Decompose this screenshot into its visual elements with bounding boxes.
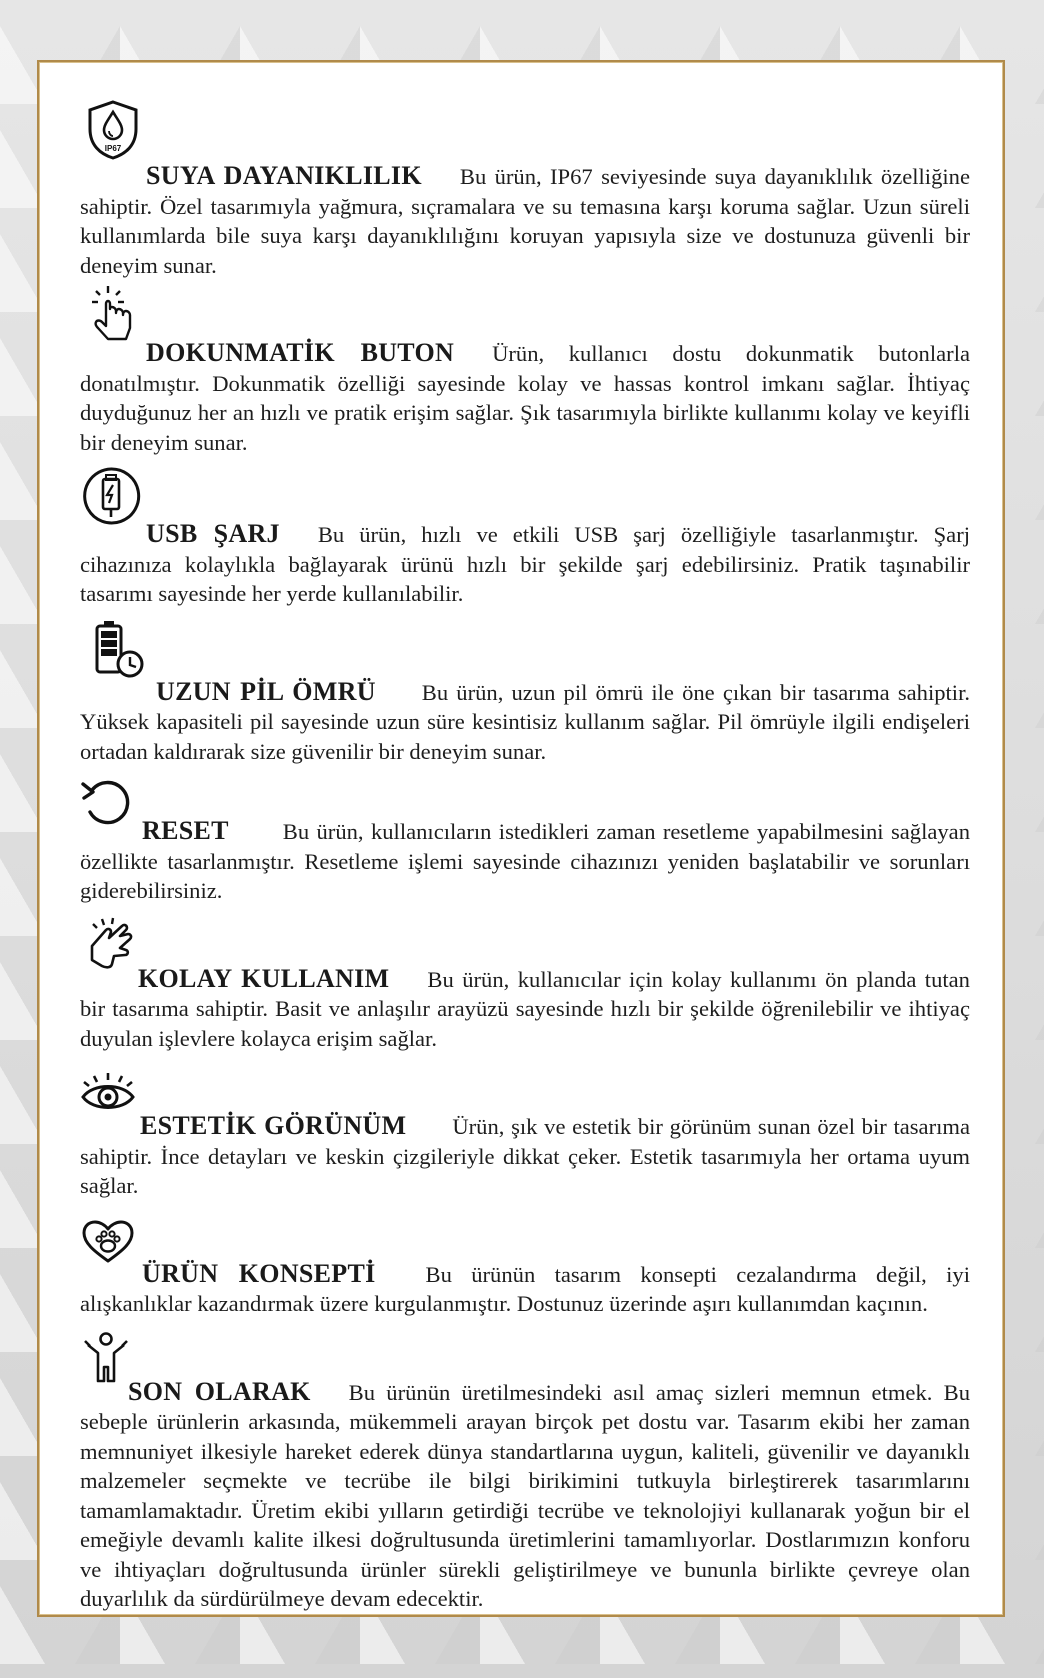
feature-usb-charge <box>80 519 970 609</box>
feature-battery-life <box>80 677 970 767</box>
feature-water-resistance <box>80 144 970 280</box>
section-title: KOLAY KULLANIM <box>138 963 390 993</box>
section-text: Bu ürün, kullanıcılar için kolay kullanımı ön planda tutan bir tasarıma sahiptir. Basit ve anlaşılır arayüzü sayesinde hızlı bir şekilde öğrenilebilir ve ihtiyaç duyulan işlevlere kolayca erişim sağlar. <box>80 966 970 1051</box>
section-text: Bu ürünün tasarım konsepti cezalandırma değil, iyi alışkanlıklar kazandırmak üzere kurgulanmıştır. Dostunuz üzerinde aşırı kullanımdan kaçının. <box>80 1261 970 1316</box>
feature-list <box>80 101 970 1614</box>
touch-hand-icon <box>88 282 136 342</box>
water-drop-shield-icon <box>86 99 140 161</box>
page-frame <box>37 60 1005 1617</box>
section-title: ÜRÜN KONSEPTİ <box>142 1258 376 1288</box>
feature-aesthetic <box>80 1111 970 1201</box>
heart-paw-icon <box>80 1219 136 1265</box>
section-text: Bu ürün, hızlı ve etkili USB şarj özelliğiyle tasarlanmıştır. Şarj cihazınıza kolaylıkla bağlayarak ürünü hızlı bir şekilde şarj edebilirsiniz. Pratik taşınabilir tasarımı sayesinde her yerde kullanılabilir. <box>80 522 970 606</box>
section-title: RESET <box>142 816 229 845</box>
eye-icon <box>80 1071 136 1115</box>
usb-charge-icon <box>80 465 142 527</box>
section-title: SON OLARAK <box>128 1376 311 1406</box>
section-text: Bu ürünün üretilmesindeki asıl amaç sizleri memnun etmek. Bu sebeple ürünlerin arkasında, mükemmeli arayan birçok pet dostu var. Tasarım ekibi her zaman memnuniyet ilkesiyle hareket ederek dünya standartlarına uygun, kaliteli, güvenilir ve dayanıklı malzemeler seçmekte ve tecrübe ile bilgi birikimini tutkuyla birleştirerek tasarımlarını tamamlamaktadır. Üretim ekibi yılların getirdiği tecrübe ve teknolojiyi kullanarak yoğun bir el emeğiyle devamlı kalite ilkesi doğrultusunda üretimlerini tamamlıyorlar. Dostlarımızın konforu ve ihtiyaçları doğrultusunda ürünler sürekli geliştirilmeye ve bununla birlikte çevreye olan duyarlılık da sürdürülmeye devam edecektir. <box>80 1379 971 1611</box>
section-text: Bu ürün, kullanıcıların istedikleri zaman resetleme yapabilmesini sağlayan özellikte tasarlanmıştır. Resetleme işlemi sayesinde cihazınızı yeniden başlatabilir ve sorunları giderebilirsiniz. <box>80 819 970 903</box>
feature-product-concept <box>80 1259 970 1319</box>
feature-reset <box>80 816 970 906</box>
section-title: SUYA DAYANIKLILIK <box>146 161 422 190</box>
section-text: Bu ürün, IP67 seviyesinde suya dayanıklılık özelliğine sahiptir. Özel tasarımıyla yağmura, sıçramalara ve su temasına karşı koruma sağlar. Uzun süreli kullanımlarda bile suya karşı dayanıklılığını koruyan yapısıyla size ve dostunuza güvenli bir deneyim sunar. <box>80 164 970 278</box>
feature-touch-button <box>80 338 970 457</box>
section-text: Ürün, kullanıcı dostu dokunmatik butonlarla donatılmıştır. Dokunmatik özelliği sayesinde kolay ve hassas kontrol imkanı sağlar. İhtiyaç duyduğunuz her an hızlı ve pratik erişim sağlar. Şık tasarımıyla birlikte kullanımı kolay ve keyifli bir deneyim sunar. <box>80 341 970 455</box>
feature-conclusion <box>80 1377 970 1614</box>
happy-person-icon <box>84 1331 128 1385</box>
section-title: DOKUNMATİK BUTON <box>146 338 455 367</box>
easy-use-hand-icon <box>84 916 136 972</box>
section-title: UZUN PİL ÖMRÜ <box>156 676 376 706</box>
section-text: Ürün, şık ve estetik bir görünüm sunan özel bir tasarıma sahiptir. İnce detayları ve keskin çizgileriyle dikkat çeker. Estetik tasarımıyla her ortama uyum sağlar. <box>80 1114 970 1198</box>
section-title: USB ŞARJ <box>146 519 280 548</box>
ip67-label: IP67 <box>104 144 122 153</box>
battery-clock-icon <box>94 619 146 679</box>
reset-arrow-icon <box>80 776 138 828</box>
section-title: ESTETİK GÖRÜNÜM <box>140 1111 407 1140</box>
feature-easy-use <box>80 964 970 1054</box>
section-text: Bu ürün, uzun pil ömrü ile öne çıkan bir tasarıma sahiptir. Yüksek kapasiteli pil sayesinde uzun süre kesintisiz kullanım sağlar. Pil ömrüyle ilgili endişeleri ortadan kaldırarak size güvenilir bir deneyim sunar. <box>80 679 970 764</box>
